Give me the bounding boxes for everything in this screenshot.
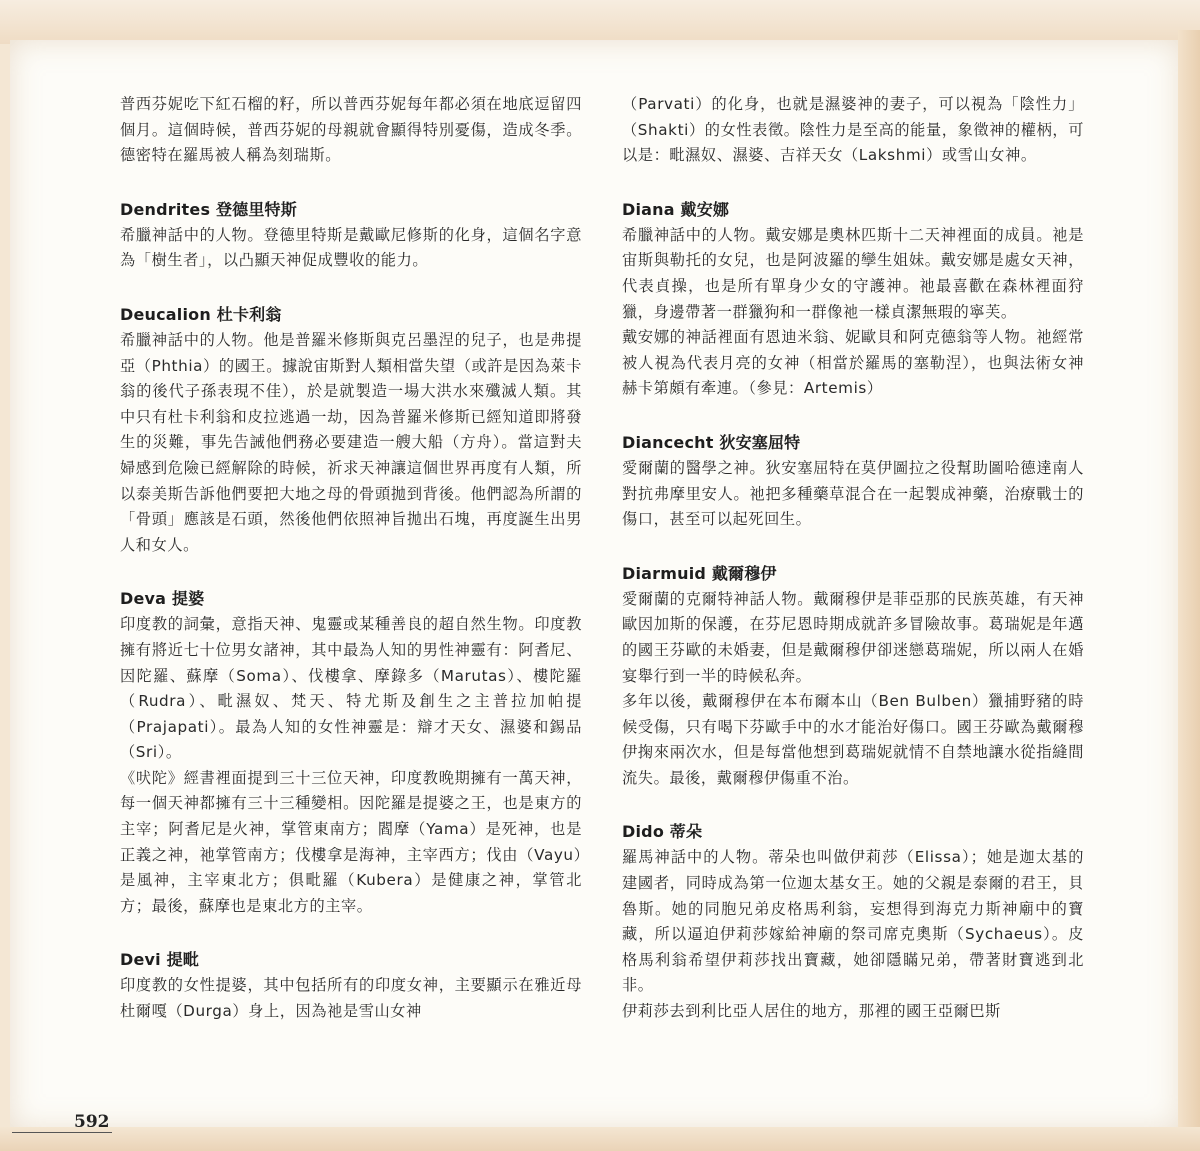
entry-title: Diarmuid 戴爾穆伊 <box>622 563 777 583</box>
entry-title: Dido 蒂朵 <box>622 822 703 842</box>
entry-deucalion <box>120 302 582 558</box>
entry-paragraph: 希臘神話中的人物。登德里特斯是戴歐尼修斯的化身，這個名字意為「樹生者」，以凸顯天神促成豐收的能力。 <box>120 225 582 270</box>
continuation-text: 普西芬妮吃下紅石榴的籽，所以普西芬妮每年都必須在地底逗留四個月。這個時候，普西芬妮的母親就會顯得特別憂傷，造成冬季。德密特在羅馬被人稱為刻瑞斯。 <box>120 95 582 165</box>
entry-paragraph: 《吠陀》經書裡面提到三十三位天神，印度教晚期擁有一萬天神，每一個天神都擁有三十三種變相。因陀羅是提婆之王，也是東方的主宰；阿耆尼是火神，掌管東南方；閻摩（Yama）是死神，也是正義之神，祂掌管南方；伐樓拿是海神，主宰西方；伐由（Vayu）是風神，主宰東北方；俱毗羅（Kubera）是健康之神，掌管北方；最後，蘇摩也是東北方的主宰。 <box>120 768 582 915</box>
entry-title: Deva 提婆 <box>120 589 205 609</box>
entry-devi <box>120 947 582 1024</box>
page-number-rule <box>12 1132 112 1133</box>
entry-title: Diana 戴安娜 <box>622 199 730 219</box>
entry-diancecht <box>622 430 1084 533</box>
entry-paragraph: 印度教的詞彙，意指天神、鬼靈或某種善良的超自然生物。印度教擁有將近七十位男女諸神，其中最為人知的男性神靈有：阿耆尼、因陀羅、蘇摩（Soma）、伐樓拿、摩錄多（Marutas）、樓陀羅（Rudra）、毗濕奴、梵天、特尤斯及創生之主普拉加帕提（Prajapati）。最為人知的女性神靈是：辯才天女、濕婆和錫品（Sri）。 <box>120 615 582 762</box>
entry-paragraph: 戴安娜的神話裡面有恩迪米翁、妮歐貝和阿克德翁等人物。祂經常被人視為代表月亮的女神（相當於羅馬的塞勒涅），也與法術女神赫卡第頗有牽連。（參見：Artemis） <box>622 328 1084 398</box>
entry-diana <box>622 197 1084 402</box>
entry-paragraph: 羅馬神話中的人物。蒂朵也叫做伊莉莎（Elissa）；她是迦太基的建國者，同時成為第一位迦太基女王。她的父親是泰爾的君王，貝魯斯。她的同胞兄弟皮格馬利翁，妄想得到海克力斯神廟中的寶藏，所以逼迫伊莉莎嫁給神廟的祭司席克奧斯（Sychaeus）。皮格馬利翁希望伊莉莎找出寶藏，她卻隱瞞兄弟，帶著財寶逃到北非。 <box>622 848 1084 995</box>
left-column <box>120 92 582 1025</box>
right-column <box>622 92 1084 1025</box>
entry-title: Devi 提毗 <box>120 950 200 970</box>
entry-paragraph: 多年以後，戴爾穆伊在本布爾本山（Ben Bulben）獵捕野豬的時候受傷，只有喝下芬歐手中的水才能治好傷口。國王芬歐為戴爾穆伊掬來兩次水，但是每當他想到葛瑞妮就情不自禁地讓水從指縫間流失。最後，戴爾穆伊傷重不治。 <box>622 692 1084 787</box>
entry-paragraph: 希臘神話中的人物。戴安娜是奧林匹斯十二天神裡面的成員。祂是宙斯與勒托的女兒，也是阿波羅的孿生姐妹。戴安娜是處女天神，代表貞操，也是所有單身少女的守護神。祂最喜歡在森林裡面狩獵，身邊帶著一群獵狗和一群像祂一樣貞潔無瑕的寧芙。 <box>622 225 1084 321</box>
entry-dido <box>622 819 1084 1024</box>
entry-diarmuid <box>622 561 1084 792</box>
entry-title: Deucalion 杜卡利翁 <box>120 304 282 324</box>
entry-dendrites <box>120 197 582 274</box>
entry-title: Dendrites 登德里特斯 <box>120 199 297 219</box>
entry-paragraph: 愛爾蘭的醫學之神。狄安塞屈特在莫伊圖拉之役幫助圖哈德達南人對抗弗摩里安人。祂把多種藥草混合在一起製成神藥，治療戰士的傷口，甚至可以起死回生。 <box>622 458 1084 529</box>
page-number: 592 <box>74 1112 110 1132</box>
entry-deva <box>120 586 582 919</box>
entry-paragraph: 愛爾蘭的克爾特神話人物。戴爾穆伊是菲亞那的民族英雄，有天神歐因加斯的保護，在芬尼恩時期成就許多冒險故事。葛瑞妮是年邁的國王芬歐的未婚妻，但是戴爾穆伊卻迷戀葛瑞妮，所以兩人在婚宴舉行到一半的時候私奔。 <box>622 589 1084 685</box>
entry-paragraph: 印度教的女性提婆，其中包括所有的印度女神，主要顯示在雅近母杜爾嘎（Durga）身上，因為祂是雪山女神 <box>120 976 582 1021</box>
continuation-text: （Parvati）的化身，也就是濕婆神的妻子，可以視為「陰性力」（Shakti）的女性表徵。陰性力是至高的能量，象徵神的權柄，可以是：毗濕奴、濕婆、吉祥天女（Lakshmi）或雪山女神。 <box>622 95 1084 165</box>
entry-title: Diancecht 狄安塞屈特 <box>622 432 801 452</box>
entry-paragraph: 希臘神話中的人物。他是普羅米修斯與克呂墨涅的兒子，也是弗提亞（Phthia）的國王。據說宙斯對人類相當失望（或許是因為萊卡翁的後代子孫表現不佳），於是就製造一場大洪水來殲滅人類。其中只有杜卡利翁和皮拉逃過一劫，因為普羅米修斯已經知道即將發生的災難，事先告誡他們務必要建造一艘大船（方舟）。當這對夫婦感到危險已經解除的時候，祈求天神讓這個世界再度有人類，所以泰美斯告訴他們要把大地之母的骨頭拋到背後。他們認為所謂的「骨頭」應該是石頭，然後他們依照神旨拋出石塊，再度誕生出男人和女人。 <box>120 330 582 554</box>
page-top-margin <box>0 0 1200 44</box>
page-edge-shadow <box>1178 30 1200 1151</box>
page-bottom-margin <box>0 1127 1200 1151</box>
entry-paragraph: 伊莉莎去到利比亞人居住的地方，那裡的國王亞爾巴斯 <box>622 1002 1001 1021</box>
